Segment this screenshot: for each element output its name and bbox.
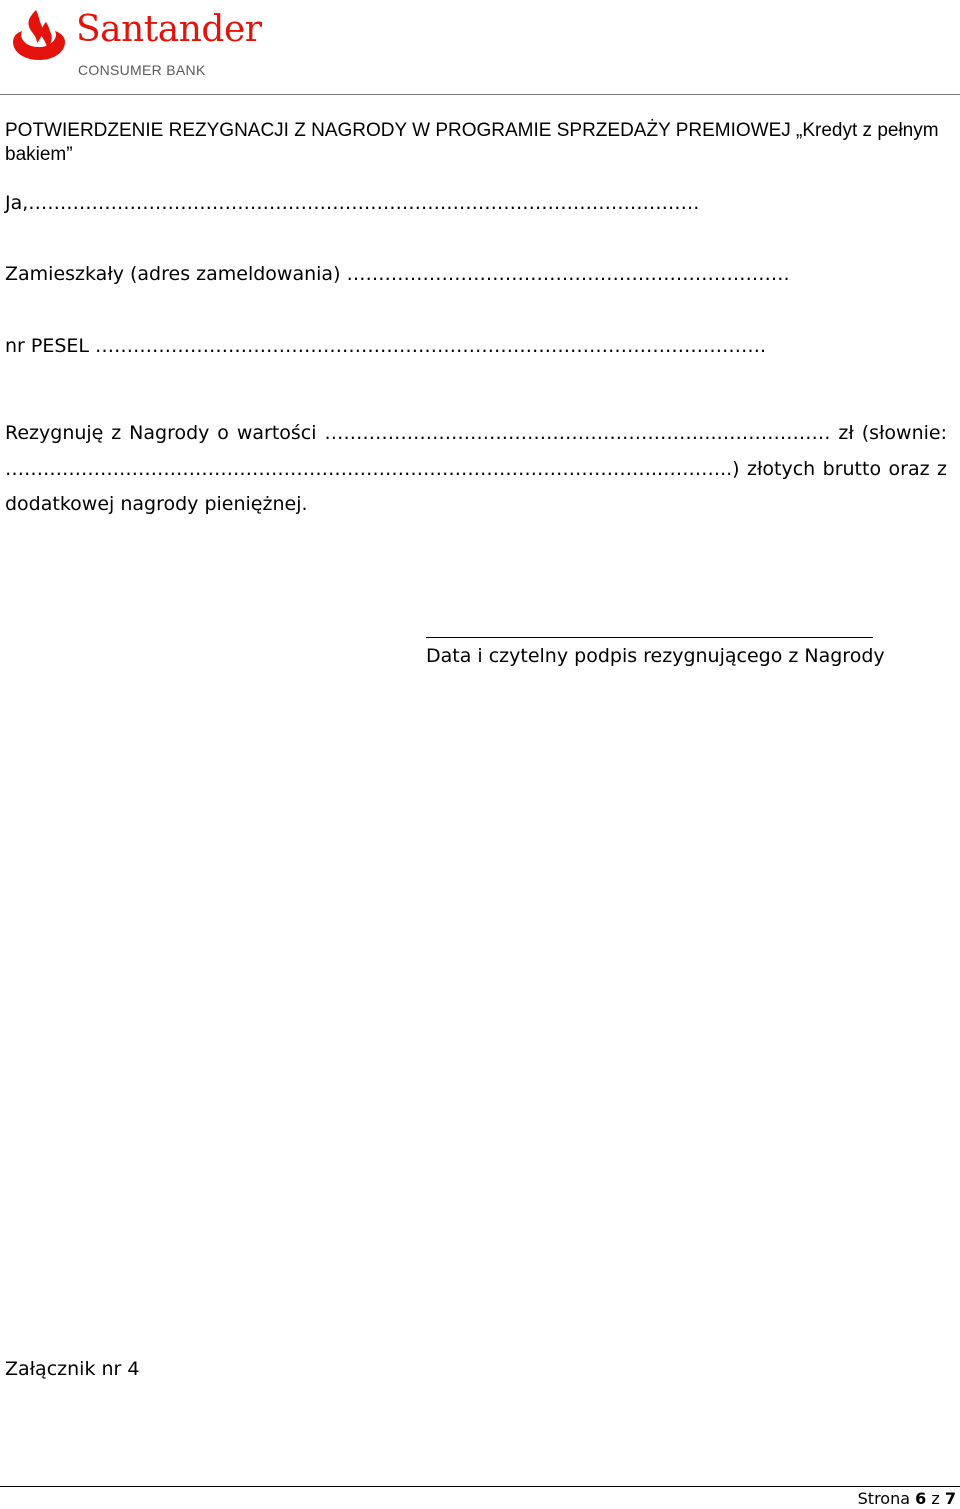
flame-icon <box>10 8 68 62</box>
address-field-line: Zamieszkały (adres zameldowania) ……………………………………………………………. <box>5 263 790 285</box>
document-title: POTWIERDZENIE REZYGNACJI Z NAGRODY W PROGRAMIE SPRZEDAŻY PREMIOWEJ „Kredyt z pełnym bakiem” <box>5 120 939 165</box>
pesel-field-line: nr PESEL ……………………………………………………………………………………………. <box>5 335 767 357</box>
logo-wordmark: Santander <box>76 9 262 50</box>
page-number <box>858 1489 956 1509</box>
santander-logo <box>10 6 260 82</box>
attachment-label: Załącznik nr 4 <box>5 1358 140 1380</box>
page-total: 7 <box>944 1489 956 1508</box>
page-label: Strona <box>857 1489 911 1508</box>
signature-caption: Data i czytelny podpis rezygnującego z Nagrody <box>426 645 885 667</box>
signature-line <box>426 637 873 638</box>
page-current: 6 <box>915 1489 927 1508</box>
header-divider <box>0 94 960 95</box>
footer-divider <box>0 1486 960 1487</box>
page-separator: z <box>931 1489 940 1508</box>
logo-subtitle: CONSUMER BANK <box>78 62 206 78</box>
name-field-line: Ja,……………………………………………………………………………………………. <box>5 192 700 214</box>
declaration-paragraph: Rezygnuję z Nagrody o wartości ……………………………………………………..……………… zł (słownie: …………………………………………………………………………………………..………..) złotych brutto oraz z dodatkowej nagrody pieniężnej. <box>5 422 947 515</box>
